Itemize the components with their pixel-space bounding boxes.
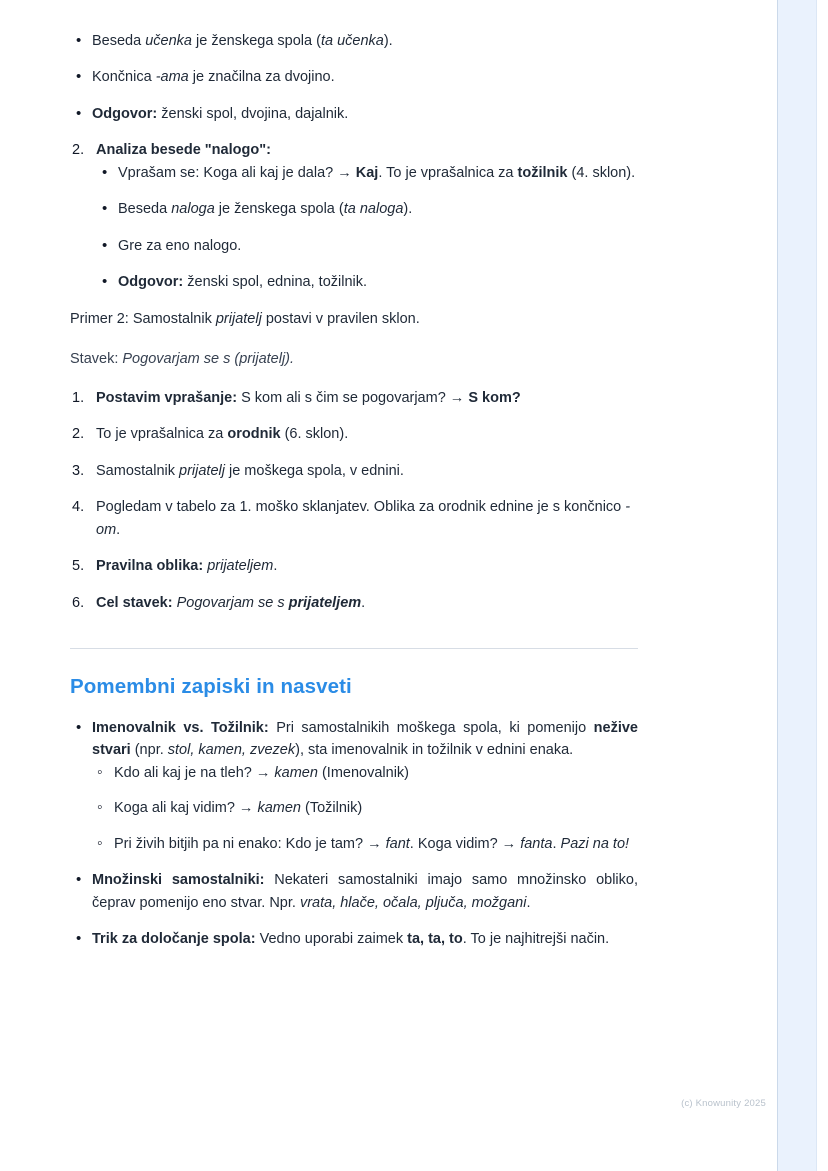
list-item: ◦ Pri živih bitjih pa ni enako: Kdo je tam? → fant. Koga vidim? → fanta. Pazi na to! — [92, 833, 638, 855]
top-bullet-list — [70, 30, 638, 125]
list-item: • Odgovor: ženski spol, ednina, tožilnik. — [96, 271, 638, 293]
list-item: Pogledam v tabelo za 1. moško sklanjatev. Oblika za orodnik ednine je s končnico -om. — [96, 499, 631, 538]
analysis-bullet-list — [96, 162, 638, 294]
note-subitem-list — [92, 762, 638, 855]
list-item: Postavim vprašanje: S kom ali s čim se pogovarjam? → S kom? — [96, 389, 521, 406]
analysis-numbered-list — [70, 139, 638, 293]
list-item: ◦ Koga ali kaj vidim? → kamen (Tožilnik) — [92, 797, 638, 819]
example2-heading: Primer 2: Samostalnik prijatelj postavi v pravilen sklon. — [70, 310, 420, 327]
list-item — [70, 717, 638, 855]
analysis-heading: Analiza besede "nalogo": — [96, 142, 271, 159]
list-item: • Odgovor: ženski spol, dvojina, dajalnik. — [70, 103, 638, 125]
copyright-notice: (c) Knowunity 2025 — [681, 1098, 766, 1109]
list-item: • Trik za določanje spola: Vedno uporabi zaimek ta, ta, to. To je najhitrejši način. — [70, 928, 638, 950]
example2-sentence: Stavek: Pogovarjam se s (prijatelj). — [70, 351, 295, 368]
example2-steps-list — [70, 387, 638, 614]
list-item: Cel stavek: Pogovarjam se s prijateljem. — [96, 594, 366, 611]
list-item — [70, 139, 638, 293]
note-text: • Imenovalnik vs. Tožilnik: Pri samostalnikih moškega spola, ki pomenijo nežive stvari (npr. stol, kamen, zvezek), sta imenovalnik in tožilnik v ednini enaka. — [92, 719, 638, 759]
page-title: Pomembni zapiski in nasveti — [70, 674, 352, 698]
list-item: • Gre za eno nalogo. — [96, 235, 638, 257]
list-item: • Vprašam se: Koga ali kaj je dala? → Kaj. To je vprašalnica za tožilnik (4. sklon). — [96, 162, 638, 184]
section-divider — [70, 648, 638, 649]
list-item: • Beseda učenka je ženskega spola (ta učenka). — [70, 30, 638, 52]
list-item: • Množinski samostalniki: Nekateri samostalniki imajo samo množinsko obliko, čeprav pomenijo eno stvar. Npr. vrata, hlače, očala, pljuča, možgani. — [70, 869, 638, 914]
notes-bullet-list — [70, 717, 638, 951]
list-item: Samostalnik prijatelj je moškega spola, v ednini. — [96, 462, 404, 479]
list-item: Pravilna oblika: prijateljem. — [96, 558, 278, 575]
list-item: • Končnica -ama je značilna za dvojino. — [70, 66, 638, 88]
list-item: ◦ Kdo ali kaj je na tleh? → kamen (Imenovalnik) — [92, 762, 638, 784]
list-item: • Beseda naloga je ženskega spola (ta naloga). — [96, 198, 638, 220]
list-item: To je vprašalnica za orodnik (6. sklon). — [96, 426, 349, 443]
